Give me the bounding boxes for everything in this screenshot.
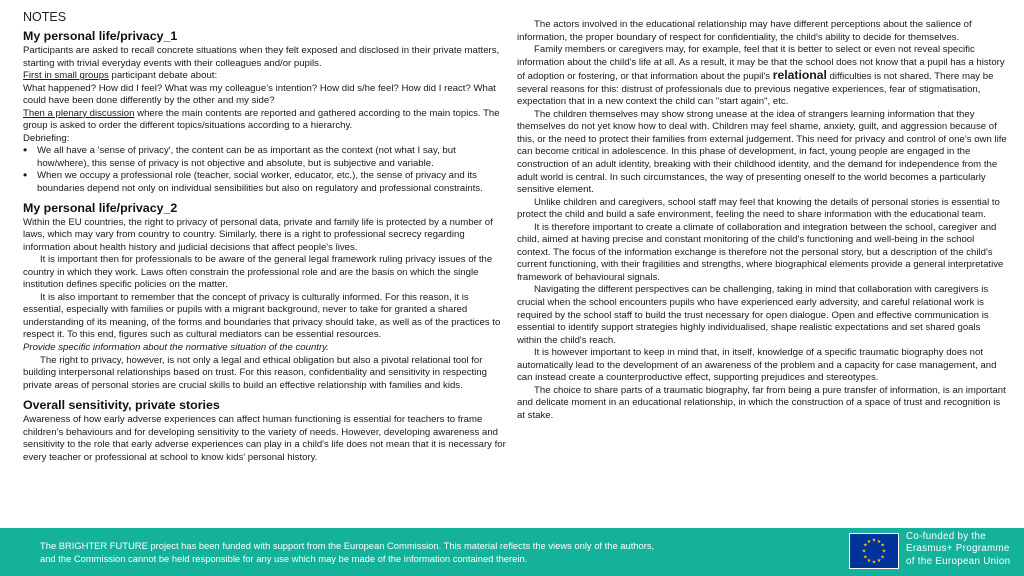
eu-stars-icon xyxy=(850,534,898,568)
right-p2-bold: relational xyxy=(772,68,827,83)
right-p1: The actors involved in the educational relationship may have different perceptions about the salience of information, the proper boundary of respect for confidentiality, the child's ability to decide for themselves. xyxy=(517,19,972,43)
svg-text:★: ★ xyxy=(861,548,867,555)
eu-line-3: of the European Union xyxy=(906,555,1011,567)
notes-label: NOTES xyxy=(23,10,67,24)
section1-step2 xyxy=(23,108,507,133)
svg-text:★: ★ xyxy=(876,538,882,545)
step1-rest: participant debate about: xyxy=(108,70,218,82)
svg-text:★: ★ xyxy=(866,558,872,565)
svg-text:★: ★ xyxy=(866,538,872,545)
right-column xyxy=(517,19,1007,423)
footer-disclaimer xyxy=(40,540,740,566)
section-title-privacy-2: My personal life/privacy_2 xyxy=(23,200,178,215)
section2-p1: Within the EU countries, the right to privacy of personal data, private and family life is protected by a number of laws, which may vary from country to country. Similarly, there is a right to professional secrecy regarding information about health history and judicial decisions that affect people's lives. xyxy=(23,216,493,253)
svg-text:★: ★ xyxy=(876,558,882,565)
step2-underline: Then a plenary discussion xyxy=(23,107,135,119)
list-item: • We all have a 'sense of privacy', the content can be as important as the context (not what I say, but how/where), this sense of privacy is not objective and absolute, but is subjective and variable. xyxy=(23,145,507,170)
eu-line-1: Co-funded by the xyxy=(906,531,986,542)
eu-cofunded-label xyxy=(906,531,1021,568)
eu-line-2: Erasmus+ Programme xyxy=(906,543,1010,555)
section-title-overall-sensitivity: Overall sensitivity, private stories xyxy=(23,398,220,413)
right-p2 xyxy=(517,44,1007,109)
section2-p5: The right to privacy, however, is not only a legal and ethical obligation but also a pivotal relational tool for building interpersonal relationships based on trust. For this reason, confidentiality and sensitivity in respecting private areas of personal stories are crucial skills to build an effective relationship with families and kids. xyxy=(23,354,487,391)
right-p3: The children themselves may show strong unease at the idea of strangers learning information that they themselves do not yet know how to deal with. Children may feel shame, anxiety, guilt, and aggression because of this, or the need to protect their families from external judgement. This need for privacy and control of one’s own life can become critical in adolescence. In this phase of development, in fact, young people are engaged in the construction of an adult identity, breaking with their childhood identity, and the demand for independence from the adult world is central. In such circumstances, the way of presenting oneself to the world becomes a particularly sensitive element. xyxy=(517,108,1007,196)
section1-step1 xyxy=(23,70,507,83)
section1-questions: What happened? How did I feel? What was my colleague’s intention? How did s/he feel? How did I react? What could have been done differently by the other and my side? xyxy=(23,82,496,107)
right-p4: Unlike children and caregivers, school staff may feel that knowing the details of personal stories is essential to protect the child and build a safe environment, feeling the need to share information with the educational team. xyxy=(517,196,1000,221)
footer-line-1: The BRIGHTER FUTURE project has been funded with support from the European Commission. This material reflects the views only of the authors, xyxy=(40,540,655,551)
svg-text:★: ★ xyxy=(881,548,887,555)
right-p7: It is however important to keep in mind that, in itself, knowledge of a specific traumatic biography does not automatically lead to the development of an awareness of the problem and a capacity for case management, and can instead create a counterproductive effect, supporting prejudices and stereotypes. xyxy=(517,347,997,384)
right-p5: It is therefore important to create a climate of collaboration and integration between the school, caregiver and child, aimed at having precise and constant monitoring of the child's functioning and well-being in the school context. The focus of the information exchange is therefore not the personal story, but a description of the child's current functioning, with their fragilities and strengths, where biographical elements provide a general interpretative framework of behavioural signals. xyxy=(517,221,1004,283)
step2-rest: where the main contents are reported and gathered according to the main topics. The group is asked to order the different topics/situations according to a hierarchy. xyxy=(23,107,500,132)
svg-text:★: ★ xyxy=(871,537,877,544)
svg-text:★: ★ xyxy=(871,559,877,566)
section1-intro: Participants are asked to recall concrete situations when they felt exposed and disclosed in their private matters, starting with trivial everyday events with their colleagues and/or pupils. xyxy=(23,45,500,69)
eu-flag-icon xyxy=(849,533,899,569)
debriefing-list xyxy=(23,145,507,195)
right-p2-b: difficulties is not shared. There may be several reasons for this: distrust of professionals due to previous negative experiences, fear of stigmatisation, expectation that in a new context the child can "start again", etc. xyxy=(517,71,994,108)
step1-underline: First in small groups xyxy=(23,70,109,82)
svg-text:★: ★ xyxy=(863,542,868,549)
svg-text:★: ★ xyxy=(863,554,868,561)
list-item: • When we occupy a professional role (teacher, social worker, educator, etc.), the sense of privacy and its boundaries depend not only on individual sensibilities but also on regulatory and professional constraints. xyxy=(23,170,507,195)
section2-p2: It is important then for professionals to be aware of the general legal framework ruling privacy issues of the country in which they work. Laws often constrain the professional role and are the basis on which the single institution defines specific policies on the matter. xyxy=(23,254,493,291)
section-title-privacy-1: My personal life/privacy_1 xyxy=(23,29,178,43)
right-p6: Navigating the different perspectives can be challenging, taking in mind that collaboration with caregivers is crucial when the school encounters pupils who have experienced early adversity, and careful relational work is required by the school staff to build the trust necessary for open dialogue. Open and effective communication is essential to identify support strategies highly individualised, shape realistic expectations and set shared goals within the child's reach. xyxy=(517,284,989,346)
right-p2-a: Family members or caregivers may, for example, feel that it is better to select or even not reveal specific information about the child's life at all. As a result, it may be that the school does not know that a pupil has a history of adoption or fostering, or that information about the pupil's xyxy=(517,44,1005,83)
svg-text:★: ★ xyxy=(880,542,885,549)
right-p8: The choice to share parts of a traumatic biography, far from being a pure transfer of information, is an important and delicate moment in an educational relationship, in which the construction of a space of trust and recognition is at stake. xyxy=(517,384,1006,421)
section3-p1: Awareness of how early adverse experiences can affect human functioning is essential for teachers to frame children’s behaviours and for developing sensitivity to the variety of needs. However, developing awareness and sensitivity to the role that early adverse experiences can play in a child's life does not mean that it is necessary for every teacher or professional at school to know kids' personal history. xyxy=(23,414,506,463)
left-column xyxy=(23,10,507,464)
section2-p4-italic: Provide specific information about the normative situation of the country. xyxy=(23,342,329,354)
footer-line-2: and the Commission cannot be held responsible for any use which may be made of the information contained therein. xyxy=(40,552,528,564)
debriefing-label: Debriefing: xyxy=(23,132,70,144)
section2-p3: It is also important to remember that the concept of privacy is culturally informed. For this reason, it is essential, especially with families or pupils with a migrant background, never to take for granted a shared understanding of its meaning, of the forms and boundaries that privacy should take, as well as of the practices to respect it. To this end, figures such as cultural mediators can be essential resources. xyxy=(23,291,501,341)
svg-text:★: ★ xyxy=(880,554,885,561)
